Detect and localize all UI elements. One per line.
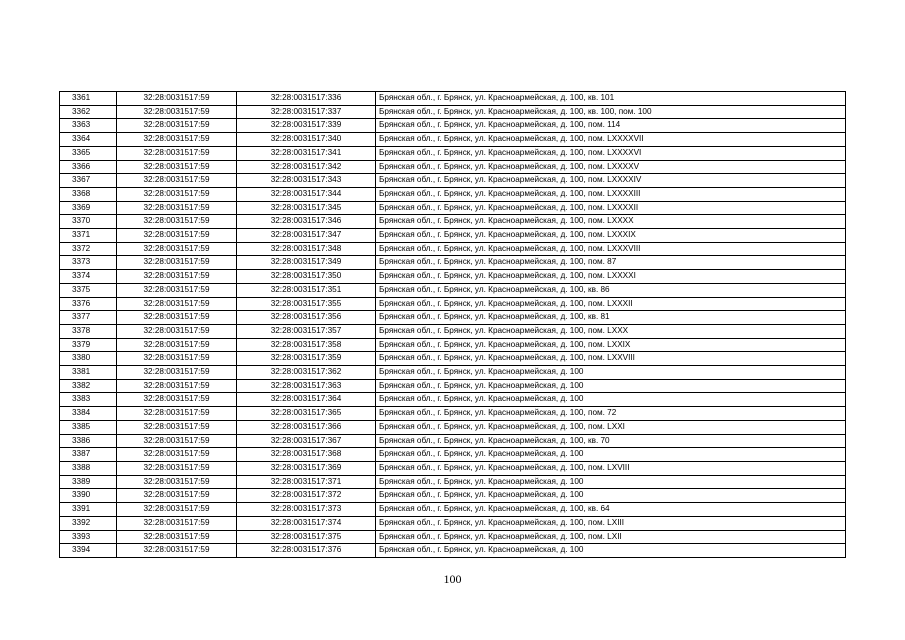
address-cell: Брянская обл., г. Брянск, ул. Красноармейская, д. 100 [376, 448, 846, 462]
table-row [60, 366, 846, 380]
table-row [60, 256, 846, 270]
parent-cadastral-number-cell: 32:28:0031517:59 [117, 475, 237, 489]
parent-cadastral-number-cell: 32:28:0031517:59 [117, 146, 237, 160]
row-number-cell: 3392 [60, 516, 117, 530]
address-cell: Брянская обл., г. Брянск, ул. Красноармейская, д. 100, кв. 70 [376, 434, 846, 448]
cadastral-number-cell: 32:28:0031517:341 [237, 146, 376, 160]
cadastral-number-cell: 32:28:0031517:339 [237, 119, 376, 133]
address-cell: Брянская обл., г. Брянск, ул. Красноармейская, д. 100, пом. LXXX [376, 324, 846, 338]
row-number-cell: 3376 [60, 297, 117, 311]
parent-cadastral-number-cell: 32:28:0031517:59 [117, 311, 237, 325]
parent-cadastral-number-cell: 32:28:0031517:59 [117, 448, 237, 462]
parent-cadastral-number-cell: 32:28:0031517:59 [117, 393, 237, 407]
parent-cadastral-number-cell: 32:28:0031517:59 [117, 379, 237, 393]
table-row [60, 297, 846, 311]
row-number-cell: 3391 [60, 503, 117, 517]
address-cell: Брянская обл., г. Брянск, ул. Красноармейская, д. 100, кв. 86 [376, 283, 846, 297]
parent-cadastral-number-cell: 32:28:0031517:59 [117, 229, 237, 243]
address-cell: Брянская обл., г. Брянск, ул. Красноармейская, д. 100, пом. LXVIII [376, 461, 846, 475]
address-cell: Брянская обл., г. Брянск, ул. Красноармейская, д. 100, пом. LXXXIX [376, 229, 846, 243]
address-cell: Брянская обл., г. Брянск, ул. Красноармейская, д. 100, пом. LXIII [376, 516, 846, 530]
cadastral-number-cell: 32:28:0031517:358 [237, 338, 376, 352]
table-row [60, 352, 846, 366]
table-row [60, 160, 846, 174]
address-cell: Брянская обл., г. Брянск, ул. Красноармейская, д. 100, пом. LXXXII [376, 297, 846, 311]
cadastral-number-cell: 32:28:0031517:357 [237, 324, 376, 338]
row-number-cell: 3371 [60, 229, 117, 243]
row-number-cell: 3393 [60, 530, 117, 544]
table-row [60, 324, 846, 338]
cadastral-number-cell: 32:28:0031517:373 [237, 503, 376, 517]
cadastral-number-cell: 32:28:0031517:348 [237, 242, 376, 256]
parent-cadastral-number-cell: 32:28:0031517:59 [117, 105, 237, 119]
row-number-cell: 3390 [60, 489, 117, 503]
row-number-cell: 3364 [60, 133, 117, 147]
address-cell: Брянская обл., г. Брянск, ул. Красноармейская, д. 100, пом. LXXXXVI [376, 146, 846, 160]
cadastral-number-cell: 32:28:0031517:365 [237, 407, 376, 421]
row-number-cell: 3375 [60, 283, 117, 297]
row-number-cell: 3366 [60, 160, 117, 174]
row-number-cell: 3370 [60, 215, 117, 229]
address-cell: Брянская обл., г. Брянск, ул. Красноармейская, д. 100, кв. 81 [376, 311, 846, 325]
cadastral-number-cell: 32:28:0031517:372 [237, 489, 376, 503]
row-number-cell: 3369 [60, 201, 117, 215]
parent-cadastral-number-cell: 32:28:0031517:59 [117, 461, 237, 475]
address-cell: Брянская обл., г. Брянск, ул. Красноармейская, д. 100, пом. LXXXXVII [376, 133, 846, 147]
cadastral-number-cell: 32:28:0031517:368 [237, 448, 376, 462]
table-row [60, 461, 846, 475]
address-cell: Брянская обл., г. Брянск, ул. Красноармейская, д. 100, пом. LXXXVIII [376, 242, 846, 256]
address-cell: Брянская обл., г. Брянск, ул. Красноармейская, д. 100 [376, 366, 846, 380]
parent-cadastral-number-cell: 32:28:0031517:59 [117, 160, 237, 174]
cadastral-number-cell: 32:28:0031517:337 [237, 105, 376, 119]
table-row [60, 420, 846, 434]
address-cell: Брянская обл., г. Брянск, ул. Красноармейская, д. 100, пом. LXXIX [376, 338, 846, 352]
row-number-cell: 3394 [60, 544, 117, 558]
row-number-cell: 3383 [60, 393, 117, 407]
table-row [60, 105, 846, 119]
cadastral-number-cell: 32:28:0031517:376 [237, 544, 376, 558]
parent-cadastral-number-cell: 32:28:0031517:59 [117, 92, 237, 106]
table-row [60, 434, 846, 448]
cadastral-number-cell: 32:28:0031517:364 [237, 393, 376, 407]
address-cell: Брянская обл., г. Брянск, ул. Красноармейская, д. 100, пом. LXXXXII [376, 201, 846, 215]
row-number-cell: 3377 [60, 311, 117, 325]
parent-cadastral-number-cell: 32:28:0031517:59 [117, 338, 237, 352]
cadastral-number-cell: 32:28:0031517:355 [237, 297, 376, 311]
parent-cadastral-number-cell: 32:28:0031517:59 [117, 366, 237, 380]
address-cell: Брянская обл., г. Брянск, ул. Красноармейская, д. 100, пом. LXXXXIII [376, 187, 846, 201]
parent-cadastral-number-cell: 32:28:0031517:59 [117, 489, 237, 503]
cadastral-number-cell: 32:28:0031517:336 [237, 92, 376, 106]
table-row [60, 119, 846, 133]
cadastral-number-cell: 32:28:0031517:344 [237, 187, 376, 201]
row-number-cell: 3387 [60, 448, 117, 462]
table-row [60, 516, 846, 530]
row-number-cell: 3363 [60, 119, 117, 133]
parent-cadastral-number-cell: 32:28:0031517:59 [117, 283, 237, 297]
address-cell: Брянская обл., г. Брянск, ул. Красноармейская, д. 100, пом. LXII [376, 530, 846, 544]
cadastral-number-cell: 32:28:0031517:359 [237, 352, 376, 366]
address-cell: Брянская обл., г. Брянск, ул. Красноармейская, д. 100, пом. LXXXXV [376, 160, 846, 174]
table-row [60, 242, 846, 256]
cadastral-number-cell: 32:28:0031517:349 [237, 256, 376, 270]
cadastral-number-cell: 32:28:0031517:362 [237, 366, 376, 380]
table-row [60, 530, 846, 544]
page-number: 100 [443, 572, 462, 586]
parent-cadastral-number-cell: 32:28:0031517:59 [117, 544, 237, 558]
parent-cadastral-number-cell: 32:28:0031517:59 [117, 270, 237, 284]
address-cell: Брянская обл., г. Брянск, ул. Красноармейская, д. 100, пом. LXXXXIV [376, 174, 846, 188]
cadastral-number-cell: 32:28:0031517:345 [237, 201, 376, 215]
address-cell: Брянская обл., г. Брянск, ул. Красноармейская, д. 100, кв. 101 [376, 92, 846, 106]
parent-cadastral-number-cell: 32:28:0031517:59 [117, 119, 237, 133]
row-number-cell: 3388 [60, 461, 117, 475]
parent-cadastral-number-cell: 32:28:0031517:59 [117, 174, 237, 188]
row-number-cell: 3368 [60, 187, 117, 201]
table-row [60, 448, 846, 462]
cadastral-number-cell: 32:28:0031517:367 [237, 434, 376, 448]
cadastral-number-cell: 32:28:0031517:371 [237, 475, 376, 489]
row-number-cell: 3365 [60, 146, 117, 160]
parent-cadastral-number-cell: 32:28:0031517:59 [117, 503, 237, 517]
table-row [60, 475, 846, 489]
row-number-cell: 3374 [60, 270, 117, 284]
parent-cadastral-number-cell: 32:28:0031517:59 [117, 201, 237, 215]
table-row [60, 201, 846, 215]
row-number-cell: 3372 [60, 242, 117, 256]
table-row [60, 174, 846, 188]
table-row [60, 311, 846, 325]
row-number-cell: 3379 [60, 338, 117, 352]
table-row [60, 187, 846, 201]
row-number-cell: 3386 [60, 434, 117, 448]
address-cell: Брянская обл., г. Брянск, ул. Красноармейская, д. 100, пом. LXXI [376, 420, 846, 434]
table-row [60, 229, 846, 243]
cadastral-number-cell: 32:28:0031517:350 [237, 270, 376, 284]
row-number-cell: 3361 [60, 92, 117, 106]
row-number-cell: 3385 [60, 420, 117, 434]
table-row [60, 393, 846, 407]
cadastral-number-cell: 32:28:0031517:351 [237, 283, 376, 297]
row-number-cell: 3381 [60, 366, 117, 380]
parent-cadastral-number-cell: 32:28:0031517:59 [117, 242, 237, 256]
cadastral-number-cell: 32:28:0031517:356 [237, 311, 376, 325]
cadastral-number-cell: 32:28:0031517:374 [237, 516, 376, 530]
cadastral-number-cell: 32:28:0031517:366 [237, 420, 376, 434]
parent-cadastral-number-cell: 32:28:0031517:59 [117, 256, 237, 270]
address-cell: Брянская обл., г. Брянск, ул. Красноармейская, д. 100, кв. 64 [376, 503, 846, 517]
row-number-cell: 3384 [60, 407, 117, 421]
table-row [60, 407, 846, 421]
parent-cadastral-number-cell: 32:28:0031517:59 [117, 434, 237, 448]
table-row [60, 544, 846, 558]
address-cell: Брянская обл., г. Брянск, ул. Красноармейская, д. 100, кв. 100, пом. 100 [376, 105, 846, 119]
parent-cadastral-number-cell: 32:28:0031517:59 [117, 133, 237, 147]
cadastral-number-cell: 32:28:0031517:340 [237, 133, 376, 147]
cadastral-number-cell: 32:28:0031517:369 [237, 461, 376, 475]
row-number-cell: 3389 [60, 475, 117, 489]
parent-cadastral-number-cell: 32:28:0031517:59 [117, 324, 237, 338]
address-cell: Брянская обл., г. Брянск, ул. Красноармейская, д. 100 [376, 544, 846, 558]
table-row [60, 379, 846, 393]
property-table [59, 91, 846, 558]
table-row [60, 215, 846, 229]
cadastral-number-cell: 32:28:0031517:347 [237, 229, 376, 243]
parent-cadastral-number-cell: 32:28:0031517:59 [117, 215, 237, 229]
row-number-cell: 3378 [60, 324, 117, 338]
table-row [60, 92, 846, 106]
table-row [60, 503, 846, 517]
parent-cadastral-number-cell: 32:28:0031517:59 [117, 530, 237, 544]
address-cell: Брянская обл., г. Брянск, ул. Красноармейская, д. 100 [376, 489, 846, 503]
parent-cadastral-number-cell: 32:28:0031517:59 [117, 516, 237, 530]
table-row [60, 489, 846, 503]
table-row [60, 270, 846, 284]
property-table-body [60, 92, 846, 558]
parent-cadastral-number-cell: 32:28:0031517:59 [117, 297, 237, 311]
row-number-cell: 3382 [60, 379, 117, 393]
table-row [60, 338, 846, 352]
table-row [60, 146, 846, 160]
cadastral-number-cell: 32:28:0031517:343 [237, 174, 376, 188]
parent-cadastral-number-cell: 32:28:0031517:59 [117, 420, 237, 434]
address-cell: Брянская обл., г. Брянск, ул. Красноармейская, д. 100, пом. LXXVIII [376, 352, 846, 366]
cadastral-number-cell: 32:28:0031517:342 [237, 160, 376, 174]
parent-cadastral-number-cell: 32:28:0031517:59 [117, 407, 237, 421]
address-cell: Брянская обл., г. Брянск, ул. Красноармейская, д. 100 [376, 393, 846, 407]
parent-cadastral-number-cell: 32:28:0031517:59 [117, 187, 237, 201]
address-cell: Брянская обл., г. Брянск, ул. Красноармейская, д. 100, пом. LXXXX [376, 215, 846, 229]
address-cell: Брянская обл., г. Брянск, ул. Красноармейская, д. 100, пом. 87 [376, 256, 846, 270]
address-cell: Брянская обл., г. Брянск, ул. Красноармейская, д. 100, пом. LXXXXI [376, 270, 846, 284]
parent-cadastral-number-cell: 32:28:0031517:59 [117, 352, 237, 366]
address-cell: Брянская обл., г. Брянск, ул. Красноармейская, д. 100 [376, 379, 846, 393]
row-number-cell: 3380 [60, 352, 117, 366]
table-row [60, 283, 846, 297]
row-number-cell: 3373 [60, 256, 117, 270]
row-number-cell: 3362 [60, 105, 117, 119]
table-row [60, 133, 846, 147]
address-cell: Брянская обл., г. Брянск, ул. Красноармейская, д. 100, пом. 114 [376, 119, 846, 133]
cadastral-number-cell: 32:28:0031517:375 [237, 530, 376, 544]
cadastral-number-cell: 32:28:0031517:346 [237, 215, 376, 229]
address-cell: Брянская обл., г. Брянск, ул. Красноармейская, д. 100 [376, 475, 846, 489]
cadastral-number-cell: 32:28:0031517:363 [237, 379, 376, 393]
address-cell: Брянская обл., г. Брянск, ул. Красноармейская, д. 100, пом. 72 [376, 407, 846, 421]
row-number-cell: 3367 [60, 174, 117, 188]
